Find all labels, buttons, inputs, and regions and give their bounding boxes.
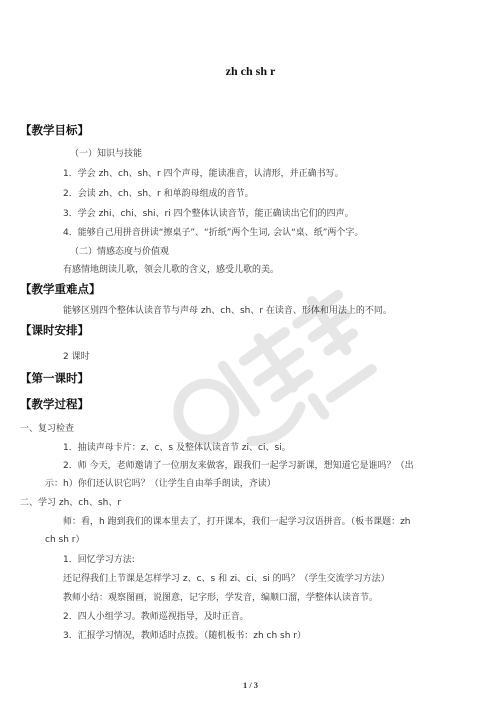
process-item-1: 1．抽读声母卡片：z、c、s 及整体认读音节 zi、ci、si。 xyxy=(63,443,291,453)
goal-item-1: 1．学会 zh、ch、sh、r 四个声母，能读准音，认清形，并正确书写。 xyxy=(63,169,344,179)
watermark-logo xyxy=(150,270,410,450)
goal-item-2: 2．会读 zh、ch、sh、r 和单韵母组成的音节。 xyxy=(63,189,254,199)
step-2: 2．四人小组学习。教师巡视指导，及时正音。 xyxy=(63,612,249,622)
page-title: zh ch sh r xyxy=(225,64,276,78)
process-item-2-line-1: 2．师 今天，老师邀请了一位朋友来做客，跟我们一起学习新课，想知道它是谁吗？（出 xyxy=(63,461,414,471)
step-1-summary: 教师小结：观察图画，说图意，记字形，学发音，编顺口溜，学整体认读音节。 xyxy=(63,593,379,603)
goal-emotion-text: 有感情地朗读儿歌，领会儿歌的含义，感受儿歌的美。 xyxy=(63,265,280,275)
process-item-2-line-2: 示：h）你们还认识它吗？（让学生自由举手朗读，齐读） xyxy=(45,479,276,489)
section-heading-process: 【教学过程】 xyxy=(20,397,89,411)
section-heading-goals: 【教学目标】 xyxy=(20,123,89,137)
section-heading-key-points: 【教学重难点】 xyxy=(20,282,101,296)
goal-item-3: 3．学会 zhi、chi、shi、ri 四个整体认读音节，能正确读出它们的四声。 xyxy=(63,209,354,219)
class-hours-text: 2 课时 xyxy=(63,352,90,362)
step-1-heading: 1．回忆学习方法: xyxy=(63,555,135,565)
goal-item-4: 4．能够自己用拼音拼读“擦桌子”、“折纸”两个生词, 会认“桌、纸”两个字。 xyxy=(63,228,364,238)
goals-subheading-emotion: （二）情感态度与价值观 xyxy=(70,247,170,257)
goals-subheading-knowledge: （一）知识与技能 xyxy=(70,149,143,159)
section-heading-first-lesson: 【第一课时】 xyxy=(20,371,89,385)
process-part-1: 一、复习检查 xyxy=(20,424,75,434)
key-points-text: 能够区别四个整体认读音节与声母 zh、ch、sh、r 在读音、形体和用法上的不同。 xyxy=(63,306,392,316)
process-part-2: 二、学习 zh、ch、sh、r xyxy=(20,498,122,508)
page-number: 1 / 3 xyxy=(242,680,259,690)
teacher-line-2: ch sh r） xyxy=(45,535,85,545)
step-1-question: 还记得我们上节课是怎样学习 z、c、s 和 zi、ci、si 的吗？（学生交流学习方法） xyxy=(63,574,390,584)
section-heading-class-hours: 【课时安排】 xyxy=(20,323,89,337)
teacher-line-1: 师：看，h 跑到我们的课本里去了，打开课本，我们一起学习汉语拼音。（板书课题：zh xyxy=(63,517,411,527)
step-3: 3．汇报学习情况，教师适时点拨。（随机板书：zh ch sh r） xyxy=(63,631,306,641)
